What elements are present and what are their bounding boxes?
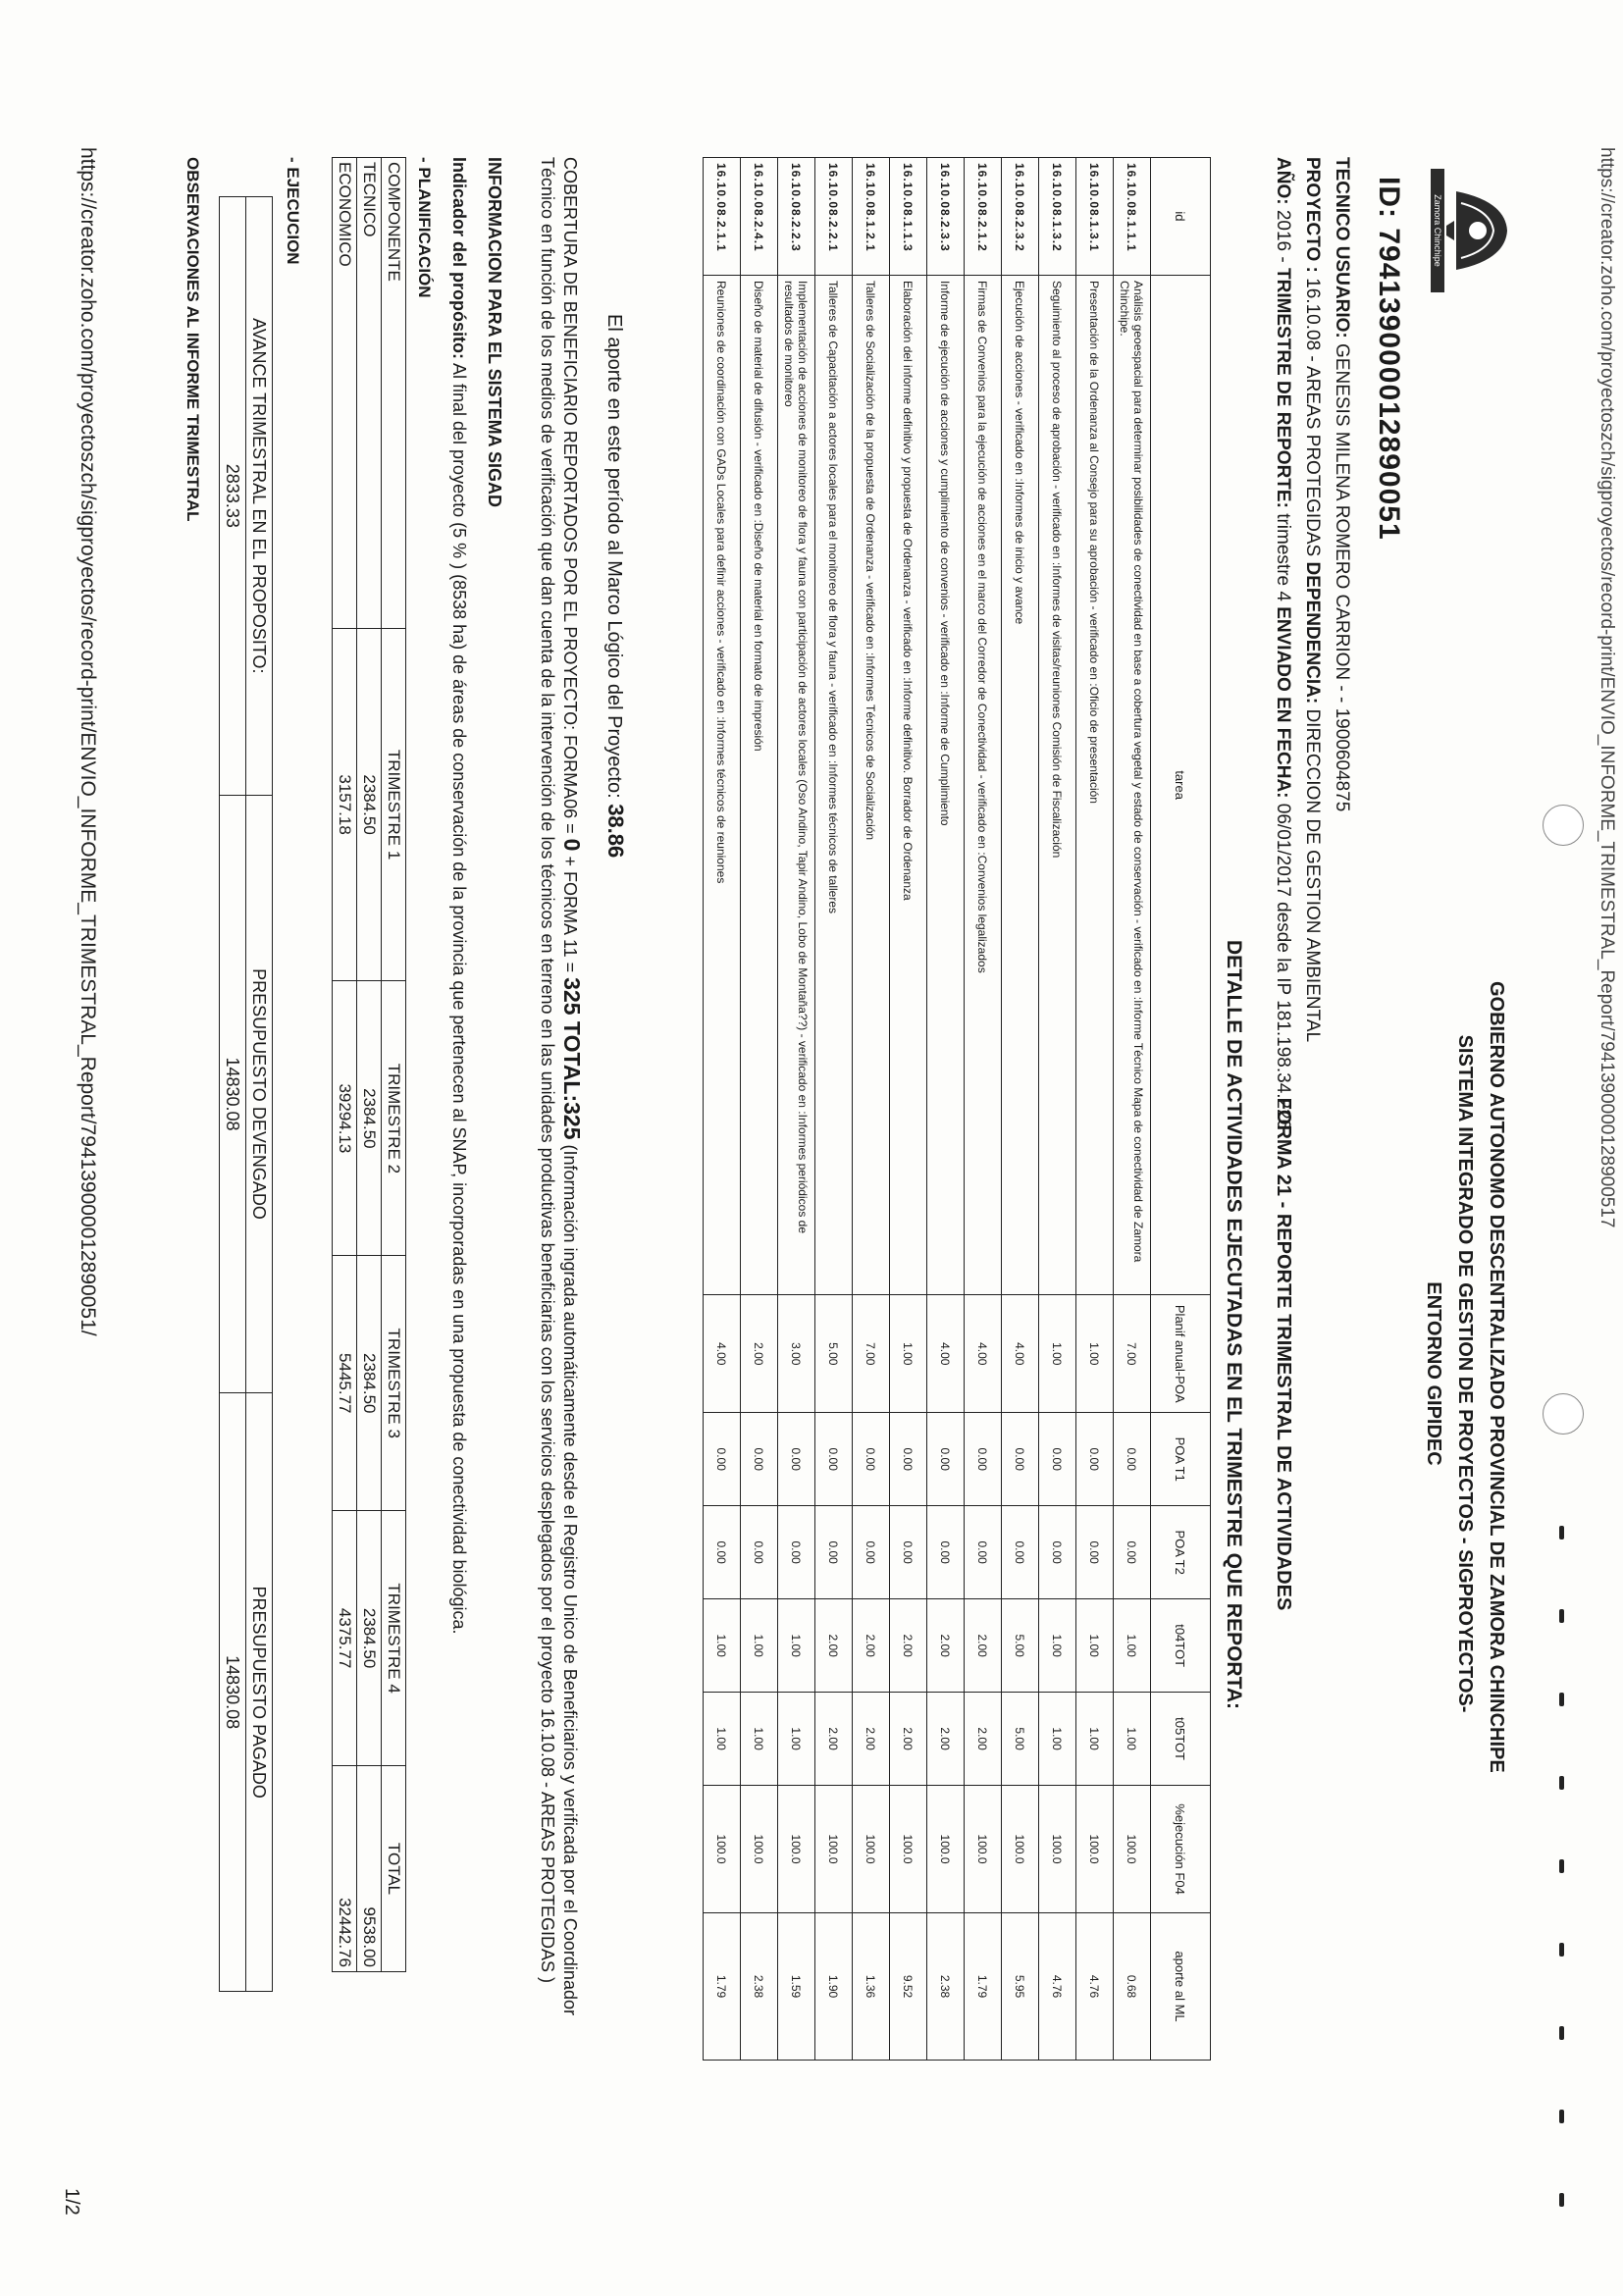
activity-id: 16.10.08.2.1.1 (704, 158, 741, 276)
activities-table (703, 157, 1211, 2061)
col-avance: AVANCE TRIMESTRAL EN EL PROPOSITO: (246, 197, 273, 796)
activity-id: 16.10.08.1.3.2 (1039, 158, 1076, 276)
activity-tarea: Talleres de Socialización de la propuesta de Ordenanza - verificado en :Informes Técnicos de Socialización (853, 275, 890, 1294)
col-devengado: PRESUPUESTO DEVENGADO (246, 795, 273, 1393)
col-poa-t2: POA T2 (1151, 1506, 1211, 1599)
info-sigad-heading: INFORMACION PARA EL SISTEMA SIGAD (485, 157, 504, 508)
activity-t04: 2.00 (890, 1599, 927, 1693)
component-name: ECONOMICO (333, 158, 357, 629)
activity-aporte: 1.79 (965, 1913, 1002, 2061)
col-trimestre-4: TRIMESTRE 4 (382, 1511, 406, 1766)
indicador-line (448, 157, 469, 1635)
activity-aporte: 1.79 (704, 1913, 741, 2061)
activity-t05: 2.00 (853, 1693, 890, 1786)
activity-tarea: Reuniones de coordinación con GADs Locales para definir acciones - verificado en :Informes técnicos de reuniones (704, 275, 741, 1294)
activity-t2: 0.00 (1002, 1506, 1039, 1599)
record-id: ID: 794139000012890051 (1373, 177, 1405, 541)
activity-t1: 0.00 (815, 1413, 853, 1506)
dependencia-label: DEPENDENCIA: (1302, 561, 1323, 704)
activity-aporte: 2.38 (927, 1913, 965, 2061)
table-row (853, 158, 890, 2061)
table-row (1114, 158, 1151, 2061)
activity-ejec: 100.0 (815, 1786, 853, 1913)
components-table (332, 157, 406, 1972)
col-trimestre-1: TRIMESTRE 1 (382, 628, 406, 981)
avance-table (219, 196, 273, 1992)
activity-id: 16.10.08.2.1.2 (965, 158, 1002, 276)
table-row (815, 158, 853, 2061)
activity-t1: 0.00 (778, 1413, 815, 1506)
activity-t2: 0.00 (815, 1506, 853, 1599)
col-id: id (1151, 158, 1211, 276)
activity-id: 16.10.08.2.3.2 (1002, 158, 1039, 276)
activity-t04: 1.00 (1114, 1599, 1151, 1693)
col-ejecucion: %ejecución F04 (1151, 1786, 1211, 1913)
table-row (1039, 158, 1076, 2061)
component-t3: 5445.77 (333, 1256, 357, 1511)
activity-aporte: 5.95 (1002, 1913, 1039, 2061)
activity-t04: 1.00 (741, 1599, 778, 1693)
activity-t05: 2.00 (815, 1693, 853, 1786)
cobertura-text-2: + FORMA 11 = (560, 851, 580, 978)
table-row (741, 158, 778, 2061)
activity-t04: 2.00 (853, 1599, 890, 1693)
activity-id: 16.10.08.2.3.3 (927, 158, 965, 276)
logo-caption: Zamora Chinchipe (1431, 169, 1444, 292)
activity-ejec: 100.0 (853, 1786, 890, 1913)
activity-tarea: Presentación de la Ordenanza al Consejo para su aprobación - verificado en :Oficio de presentación (1076, 275, 1114, 1294)
components-header-row (382, 158, 406, 1972)
activity-t2: 0.00 (1039, 1506, 1076, 1599)
component-t3: 2384.50 (357, 1256, 382, 1511)
component-t4: 4375.77 (333, 1511, 357, 1766)
activity-aporte: 1.90 (815, 1913, 853, 2061)
activity-t2: 0.00 (853, 1506, 890, 1599)
activity-tarea: Talleres de Capacitación a actores locales para el monitoreo de flora y fauna - verificado en :Informes técnicos de talleres (815, 275, 853, 1294)
activity-id: 16.10.08.1.2.1 (853, 158, 890, 276)
activity-t04: 5.00 (1002, 1599, 1039, 1693)
enviado-label: ENVIADO EN FECHA: (1273, 606, 1293, 799)
cobertura-total: TOTAL:325 (559, 1015, 585, 1140)
devengado-value: 14830.08 (220, 795, 246, 1393)
activity-t1: 0.00 (927, 1413, 965, 1506)
table-row (220, 197, 246, 1992)
col-pagado: PRESUPUESTO PAGADO (246, 1393, 273, 1992)
activity-planif: 4.00 (927, 1295, 965, 1413)
col-total: TOTAL (382, 1766, 406, 1972)
activities-header-row (1151, 158, 1211, 2061)
activity-id: 16.10.08.1.1.1 (1114, 158, 1151, 276)
activity-ejec: 100.0 (965, 1786, 1002, 1913)
activity-planif: 1.00 (890, 1295, 927, 1413)
binding-mark-icon (1559, 1693, 1564, 1706)
table-row (890, 158, 927, 2061)
activity-t04: 2.00 (965, 1599, 1002, 1693)
activity-t1: 0.00 (704, 1413, 741, 1506)
binding-mark-icon (1559, 1859, 1564, 1873)
activity-t1: 0.00 (890, 1413, 927, 1506)
page-number: 1/2 (61, 2188, 82, 2216)
activity-ejec: 100.0 (1114, 1786, 1151, 1913)
activity-aporte: 1.59 (778, 1913, 815, 2061)
indicador-label: Indicador del propósito: (449, 157, 469, 359)
proyecto-line (1301, 157, 1323, 1042)
activity-tarea: Seguimiento al proceso de aprobación - verificado en :Informes de visitas/reuniones Comisión de Fiscalización (1039, 275, 1076, 1294)
binding-mark-icon (1559, 1776, 1564, 1790)
anio-label: AÑO: (1273, 157, 1293, 205)
proyecto-value: 16.10.08 - AREAS PROTEGIDAS (1302, 278, 1323, 557)
detalle-title: DETALLE DE ACTIVIDADES EJECUTADAS EN EL TRIMESTRE QUE REPORTA: (1223, 939, 1245, 1710)
activity-id: 16.10.08.1.3.1 (1076, 158, 1114, 276)
activity-planif: 1.00 (1076, 1295, 1114, 1413)
tecnico-label: TECNICO USUARIO: (1332, 157, 1352, 339)
component-name: TECNICO (357, 158, 382, 629)
table-row (965, 158, 1002, 2061)
table-row (333, 158, 357, 1972)
activity-planif: 5.00 (815, 1295, 853, 1413)
activity-ejec: 100.0 (778, 1786, 815, 1913)
activity-planif: 7.00 (853, 1295, 890, 1413)
punch-hole-icon (1543, 805, 1584, 846)
activity-t05: 1.00 (1114, 1693, 1151, 1786)
cobertura-text-1: COBERTURA DE BENEFICIARIO REPORTADOS POR EL PROYECTO: FORMA06 = (560, 157, 580, 839)
activity-t1: 0.00 (741, 1413, 778, 1506)
activity-t2: 0.00 (1114, 1506, 1151, 1599)
forma06-value: 0 (559, 838, 585, 852)
activity-id: 16.10.08.2.2.3 (778, 158, 815, 276)
avance-value: 2833.33 (220, 197, 246, 796)
activity-tarea: Implementación de acciones de monitoreo de flora y fauna con participación de actores locales (Oso Andino, Tapir Andino, Lobo de Montaña??) - verificado en :Informes periódicos de resultados de monitoreo (778, 275, 815, 1294)
anio-value: 2016 - (1273, 209, 1293, 263)
activity-t2: 0.00 (1076, 1506, 1114, 1599)
cobertura-paragraph (536, 157, 583, 2070)
activity-ejec: 100.0 (1039, 1786, 1076, 1913)
binding-mark-icon (1559, 1526, 1564, 1539)
activity-t05: 5.00 (1002, 1693, 1039, 1786)
activity-t1: 0.00 (1039, 1413, 1076, 1506)
col-poa-t1: POA T1 (1151, 1413, 1211, 1506)
component-t2: 39294.13 (333, 981, 357, 1256)
ejecucion-heading: - EJECUCION (284, 157, 302, 265)
aporte-value: 38.86 (603, 804, 628, 859)
activity-id: 16.10.08.1.1.3 (890, 158, 927, 276)
component-t1: 2384.50 (357, 628, 382, 981)
activity-t05: 1.00 (778, 1693, 815, 1786)
activity-aporte: 1.36 (853, 1913, 890, 2061)
activity-t05: 2.00 (890, 1693, 927, 1786)
activity-tarea: Ejecución de acciones - verificado en :Informes de inicio y avance (1002, 275, 1039, 1294)
activity-planif: 4.00 (1002, 1295, 1039, 1413)
tecnico-value: GENESIS MILENA ROMERO CARRION - - 1900604875 (1332, 343, 1352, 812)
component-total: 32442.76 (333, 1766, 357, 1972)
binding-mark-icon (1559, 1943, 1564, 1957)
activity-aporte: 4.76 (1039, 1913, 1076, 2061)
activity-tarea: Análisis geoespacial para determinar posibilidades de conectividad en base a cobertura vegetal y estado de conservación - verificado en :Informe Técnico Mapa de conectividad de Zamora Chinchipe. (1114, 275, 1151, 1294)
activity-t04: 1.00 (778, 1599, 815, 1693)
enviado-value: 06/01/2017 desde la IP 181.198.34.226 (1273, 803, 1293, 1130)
pagado-value: 14830.08 (220, 1393, 246, 1992)
avance-header-row (246, 197, 273, 1992)
col-t05tot: t05TOT (1151, 1693, 1211, 1786)
activity-planif: 2.00 (741, 1295, 778, 1413)
header-line-1: GOBIERNO AUTONOMO DESCENTRALIZADO PROVINCIAL DE ZAMORA CHINCHIPE (1486, 981, 1507, 1773)
activity-t05: 1.00 (1039, 1693, 1076, 1786)
activity-t2: 0.00 (704, 1506, 741, 1599)
activity-t04: 1.00 (1039, 1599, 1076, 1693)
activity-t2: 0.00 (927, 1506, 965, 1599)
activity-ejec: 100.0 (1002, 1786, 1039, 1913)
prefecture-logo-icon (1444, 182, 1515, 280)
activity-tarea: Diseño de material de difusión - verificado en :Diseño de material en formato de impresión (741, 275, 778, 1294)
activity-t05: 1.00 (704, 1693, 741, 1786)
component-total: 9538.00 (357, 1766, 382, 1972)
activity-ejec: 100.0 (927, 1786, 965, 1913)
print-url-top: https://creator.zoho.com/proyectoszch/sigproyectos/record-print/ENVIO_INFORME_TRIMESTRAL_Report/7941390000128900517 (1597, 147, 1617, 1228)
binding-mark-icon (1559, 2193, 1564, 2207)
activity-t1: 0.00 (1076, 1413, 1114, 1506)
activity-planif: 1.00 (1039, 1295, 1076, 1413)
activity-t1: 0.00 (965, 1413, 1002, 1506)
table-row (778, 158, 815, 2061)
activity-aporte: 9.52 (890, 1913, 927, 2061)
activity-ejec: 100.0 (741, 1786, 778, 1913)
binding-mark-icon (1559, 1609, 1564, 1623)
activity-t05: 1.00 (741, 1693, 778, 1786)
activity-id: 16.10.08.2.4.1 (741, 158, 778, 276)
observaciones-heading: OBSERVACIONES AL INFORME TRIMESTRAL (183, 157, 202, 522)
activity-t05: 2.00 (927, 1693, 965, 1786)
col-t04tot: t04TOT (1151, 1599, 1211, 1693)
activity-t1: 0.00 (853, 1413, 890, 1506)
table-row (927, 158, 965, 2061)
trimestre-value: trimestre 4 (1273, 513, 1293, 601)
col-aporte: aporte al ML (1151, 1913, 1211, 2061)
activity-planif: 7.00 (1114, 1295, 1151, 1413)
binding-mark-icon (1559, 2026, 1564, 2040)
forma11-value: 325 (559, 977, 585, 1016)
dependencia-value: DIRECCION DE GESTION AMBIENTAL (1302, 708, 1323, 1043)
forma-title: FORMA 21 - REPORTE TRIMESTRAL DE ACTIVIDADES (1273, 1097, 1294, 1611)
col-trimestre-2: TRIMESTRE 2 (382, 981, 406, 1256)
activity-tarea: Elaboración del informe definitivo y propuesta de Ordenanza - verificado en :Informe definitivo. Borrador de Ordenanza (890, 275, 927, 1294)
activity-aporte: 4.76 (1076, 1913, 1114, 2061)
activity-t04: 1.00 (704, 1599, 741, 1693)
aporte-line (602, 314, 628, 858)
planificacion-heading: - PLANIFICACIÓN (415, 157, 434, 298)
indicador-text: Al final del proyecto (5 % ) (8538 ha) de áreas de conservación de la provincia que pertenecen al SNAP, incorporadas en una propuesta de conectividad biológica. (449, 359, 469, 1635)
table-row (357, 158, 382, 1972)
activity-t05: 1.00 (1076, 1693, 1114, 1786)
activity-aporte: 0.68 (1114, 1913, 1151, 2061)
activity-tarea: Firmas de Convenios para la ejecución de acciones en el marco del Corredor de Conectividad - verificado en :Convenios legalizados (965, 275, 1002, 1294)
binding-mark-icon (1559, 2110, 1564, 2123)
header-line-2: SISTEMA INTEGRADO DE GESTION DE PROYECTOS - SIGPROYECTOS- (1454, 1034, 1476, 1713)
activity-t2: 0.00 (741, 1506, 778, 1599)
activity-t05: 2.00 (965, 1693, 1002, 1786)
table-row (1002, 158, 1039, 2061)
aporte-text: El aporte en este período al Marco Lógico del Proyecto: (603, 314, 625, 799)
activity-t1: 0.00 (1114, 1413, 1151, 1506)
trimestre-label: TRIMESTRE DE REPORTE: (1273, 268, 1293, 508)
cobertura-text-3: (Información ingrada automáticamente desde el Registro Unico de Beneficiarios y verificada por el Coordinador Técnico en función de los medios de verificación que dan cuenta de la intervención de los técnicos en terreno en las unidades productivas beneficiarias con los servicios desplegados por el proyecto 16.10.08 - AREAS PROTEGIDAS ) (538, 157, 580, 2015)
col-componente: COMPONENTE (382, 158, 406, 629)
tecnico-usuario (1331, 157, 1352, 811)
activity-t04: 2.00 (927, 1599, 965, 1693)
activity-planif: 4.00 (965, 1295, 1002, 1413)
activity-id: 16.10.08.2.2.1 (815, 158, 853, 276)
activity-planif: 3.00 (778, 1295, 815, 1413)
col-trimestre-3: TRIMESTRE 3 (382, 1256, 406, 1511)
activity-t2: 0.00 (965, 1506, 1002, 1599)
punch-hole-icon (1543, 1393, 1584, 1435)
table-row (1076, 158, 1114, 2061)
col-tarea: tarea (1151, 275, 1211, 1294)
header-line-3: ENTORNO GIPIDEC (1423, 1281, 1444, 1466)
activity-ejec: 100.0 (704, 1786, 741, 1913)
proyecto-label: PROYECTO : (1302, 157, 1323, 273)
activity-t2: 0.00 (778, 1506, 815, 1599)
activity-aporte: 2.38 (741, 1913, 778, 2061)
activity-t2: 0.00 (890, 1506, 927, 1599)
component-t1: 3157.18 (333, 628, 357, 981)
activity-tarea: Informe de ejecución de acciones y cumplimiento de convenios - verificado en :Informe de Cumplimiento (927, 275, 965, 1294)
print-url-bottom: https://creator.zoho.com/proyectoszch/sigproyectos/record-print/ENVIO_INFORME_TRIMESTRAL_Report/794139000012890051/ (77, 147, 99, 1336)
activity-ejec: 100.0 (1076, 1786, 1114, 1913)
activity-ejec: 100.0 (890, 1786, 927, 1913)
component-t4: 2384.50 (357, 1511, 382, 1766)
activity-t1: 0.00 (1002, 1413, 1039, 1506)
table-row (704, 158, 741, 2061)
col-planif: Planif anual-POA (1151, 1295, 1211, 1413)
component-t2: 2384.50 (357, 981, 382, 1256)
activity-t04: 2.00 (815, 1599, 853, 1693)
activity-t04: 1.00 (1076, 1599, 1114, 1693)
activity-planif: 4.00 (704, 1295, 741, 1413)
